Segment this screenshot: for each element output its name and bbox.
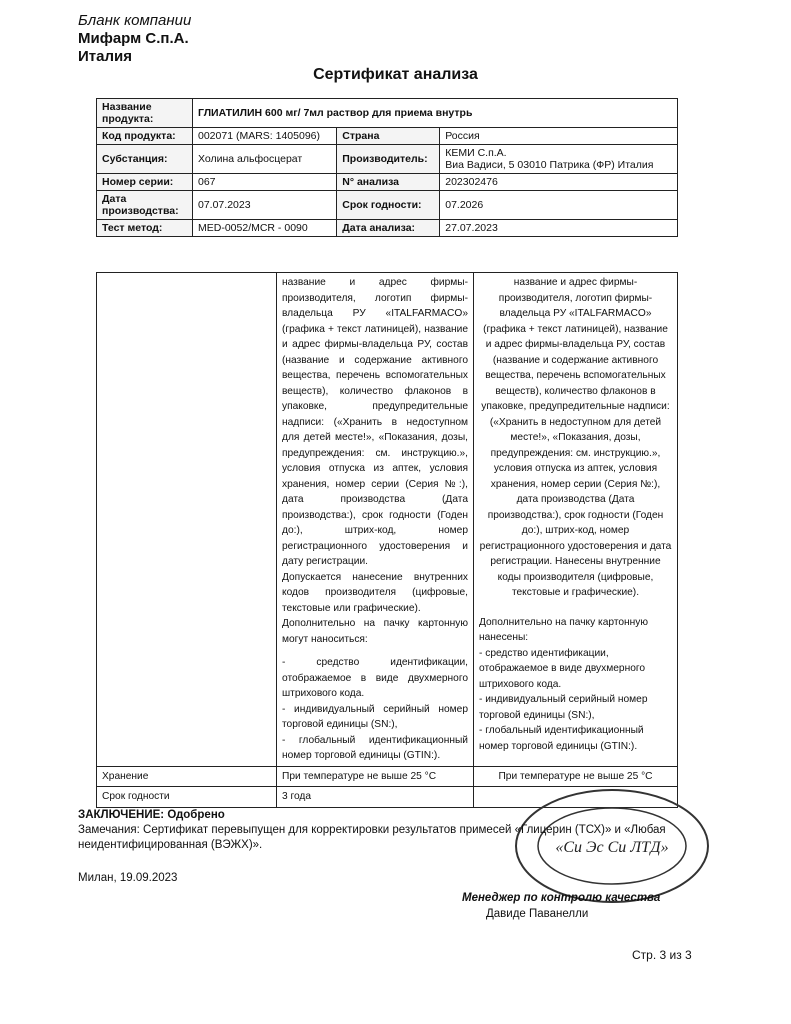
substance-label: Субстанция: [97, 145, 193, 174]
req-text: - средство идентификации, отображаемое в виде двухмерного штрихового кода. [282, 657, 468, 699]
specification-table [96, 272, 678, 808]
header-row-batch [97, 174, 678, 191]
letterhead-company: Мифарм С.п.А. [78, 30, 189, 47]
req-text: - индивидуальный серийный номер торговой единицы (SN:), [282, 703, 468, 730]
storage-requirement: При температуре не выше 25 °C [277, 766, 474, 787]
res-text: Дополнительно на пачку картонную нанесены: [479, 616, 649, 643]
header-row-method [97, 220, 678, 237]
mfg-date-value: 07.07.2023 [193, 191, 337, 220]
manufacturer-label: Производитель: [337, 145, 440, 174]
signer-name: Давиде Паванелли [486, 908, 589, 920]
conclusion: ЗАКЛЮЧЕНИЕ: Одобрено [78, 809, 225, 821]
header-table [96, 98, 678, 237]
test-method-label: Тест метод: [97, 220, 193, 237]
manufacturer-address: Виа Вадиси, 5 03010 Патрика (ФР) Италия [445, 159, 654, 171]
req-text: - глобальный идентификационный номер торговой единицы (GTIN:). [282, 734, 468, 761]
letterhead-country: Италия [78, 48, 132, 65]
analysis-number-value: 202302476 [440, 174, 678, 191]
labeling-result-cell [474, 273, 678, 767]
analysis-number-label: N° анализа [337, 174, 440, 191]
header-row-product [97, 99, 678, 128]
labeling-parameter-cell [97, 273, 277, 767]
analysis-date-label: Дата анализа: [337, 220, 440, 237]
product-value: ГЛИАТИЛИН 600 мг/ 7мл раствор для приема внутрь [193, 99, 678, 128]
header-row-substance [97, 145, 678, 174]
letterhead-blank: Бланк компании [78, 12, 192, 29]
signer-title: Менеджер по контролю качества [462, 892, 661, 904]
header-row-dates [97, 191, 678, 220]
spec-row-storage [97, 766, 678, 787]
res-text: - глобальный идентификационный номер торговой единицы (GTIN:). [479, 725, 644, 752]
document-title: Сертификат анализа [313, 66, 478, 83]
stamp-text: «Си Эс Си ЛТД» [555, 839, 669, 856]
expiry-value: 07.2026 [440, 191, 678, 220]
header-row-code [97, 128, 678, 145]
place-date: Милан, 19.09.2023 [78, 872, 178, 884]
product-label: Название продукта: [97, 99, 193, 128]
country-label: Страна [337, 128, 440, 145]
page-number: Стр. 3 из 3 [632, 948, 692, 962]
code-value: 002071 (MARS: 1405096) [193, 128, 337, 145]
analysis-date-value: 27.07.2023 [440, 220, 678, 237]
res-text: название и адрес фирмы-производителя, логотип фирмы-владельца РУ «ITALFARMACO» (графика + текст латиницей), название и адрес фирмы-владельца РУ, состав (название и содержание активного вещества, перечень вспомогательных веществ), количество флаконов в упаковке, предупредительные надписи: («Хранить в недоступном для детей месте!», «Показания, дозы, предупреждения: см. инструкцию.», условия отпуска из аптек, условия хранения, номер серии (Серия №:), дата производства (Дата производства:), срок годности (Годен до:), штрих-код, номер регистрационного удостоверения и дата регистрации. Нанесены внутренние коды производителя (цифровые, текстовые и графические). [479, 277, 672, 598]
shelf-life-requirement: 3 года [277, 787, 474, 808]
letterhead [78, 12, 191, 66]
req-text: название и адрес фирмы-производителя, логотип фирмы-владельца РУ «ITALFARMACO» (графика + текст латиницей), название и адрес фирмы-владельца РУ, состав (название и содержание активного вещества, перечень вспомогательных веществ), количество флаконов в упаковке, предупредительные надписи: («Хранить в недоступном для детей месте!», «Показания, дозы, предупреждения: см. инструкцию.», условия отпуска из аптек, условия хранения, номер серии (Серия №:), дата производства (Дата производства:), срок годности (Годен до:), штрих-код, номер регистрационного удостоверения и дату регистрации. [282, 277, 468, 567]
expiry-label: Срок годности: [337, 191, 440, 220]
shelf-life-label: Срок годности [97, 787, 277, 808]
req-text: Допускается нанесение внутренних кодов производителя (цифровые, текстовые или графические). [282, 571, 468, 614]
req-text: Дополнительно на пачку картонную могут наноситься: [282, 618, 468, 645]
substance-value: Холина альфосцерат [193, 145, 337, 174]
res-text: - индивидуальный серийный номер торговой единицы (SN:), [479, 694, 648, 721]
batch-label: Номер серии: [97, 174, 193, 191]
manufacturer-value [440, 145, 678, 174]
test-method-value: MED-0052/MCR - 0090 [193, 220, 337, 237]
country-value: Россия [440, 128, 678, 145]
labeling-requirement-cell [277, 273, 474, 767]
storage-label: Хранение [97, 766, 277, 787]
remarks: Замечания: Сертификат перевыпущен для корректировки результатов примесей «Глицерин (ТСХ)» и «Любая неидентифицированная (ВЭЖХ)». [78, 824, 666, 851]
mfg-date-label: Дата производства: [97, 191, 193, 220]
code-label: Код продукта: [97, 128, 193, 145]
res-text: - средство идентификации, отображаемое в виде двухмерного штрихового кода. [479, 647, 646, 690]
spec-row-labeling [97, 273, 678, 767]
batch-value: 067 [193, 174, 337, 191]
storage-result: При температуре не выше 25 °C [474, 766, 678, 787]
conclusion-block [78, 808, 708, 853]
manufacturer-name: КЕМИ С.п.А. [445, 147, 507, 159]
